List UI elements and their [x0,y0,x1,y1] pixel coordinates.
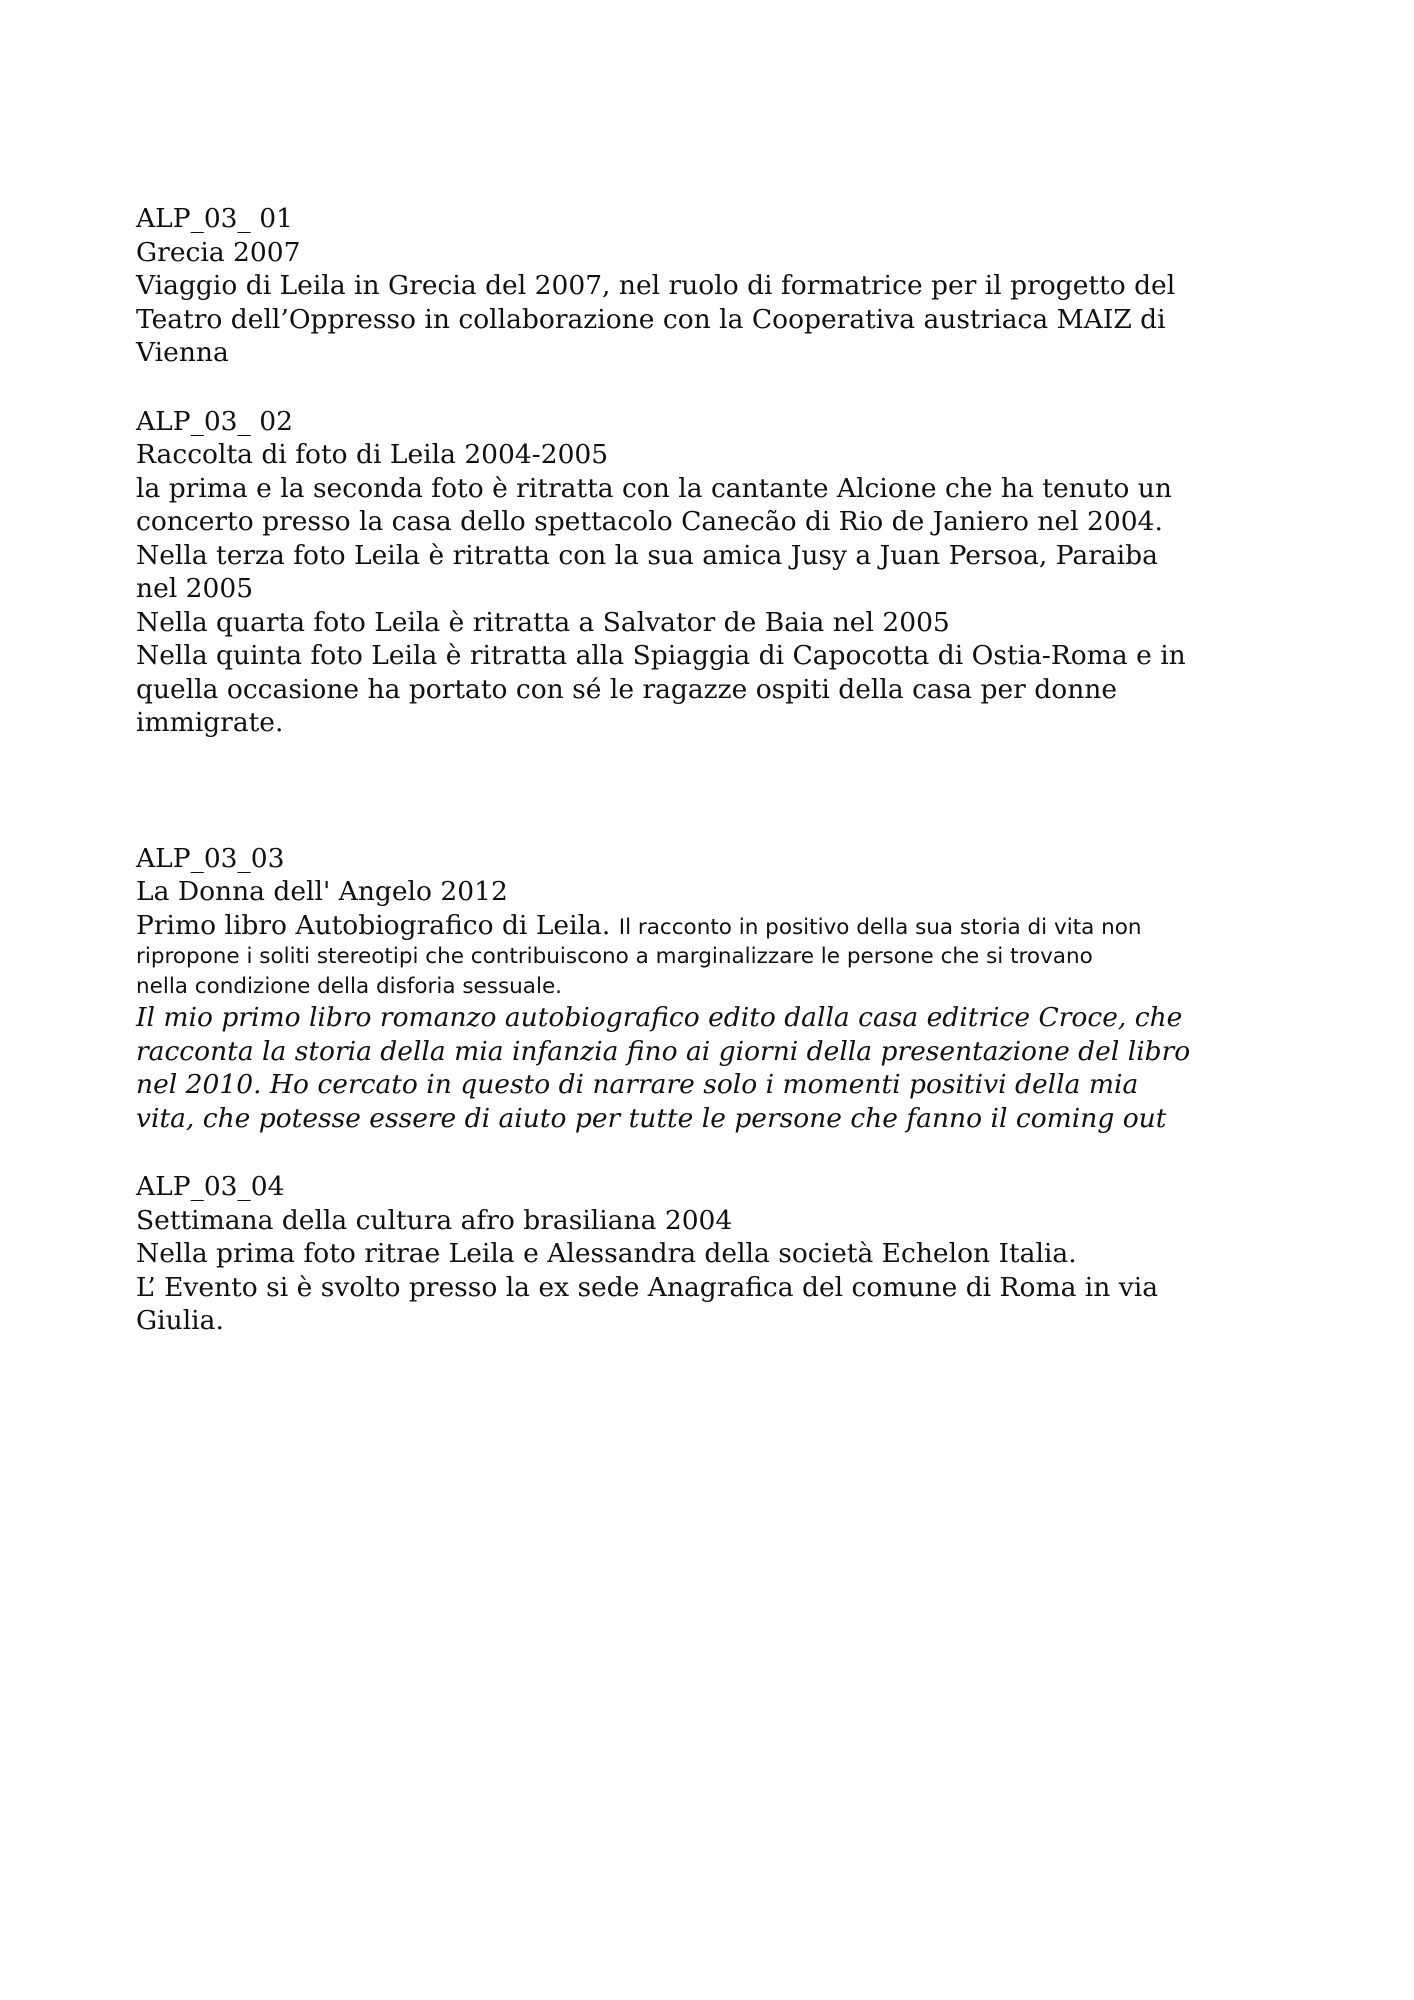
entry-line: Nella terza foto Leila è ritratta con la sua amica Jusy a Juan Persoa, Paraiba [136,539,1158,571]
spacer [136,740,1296,842]
entry-quote-line: racconta la storia della mia infanzia fino ai giorni della presentazione del libro [136,1035,1191,1067]
entry-line: quella occasione ha portato con sé le ragazze ospiti della casa per donne [136,673,1118,705]
entry-line: L’ Evento si è svolto presso la ex sede Anagrafica del comune di Roma in via [136,1271,1159,1303]
entry-intro-line [136,909,1296,943]
entry-code: ALP_03_04 [136,1171,285,1202]
entry-line: concerto presso la casa dello spettacolo Canecão di Rio de Janiero nel 2004. [136,506,1163,537]
entry-line: Giulia. [136,1305,224,1336]
entry-line: Nella prima foto ritrae Leila e Alessandra della società Echelon Italia. [136,1238,1077,1269]
entry-title: Grecia 2007 [136,236,301,268]
entry-intro-sans: nella condizione della disforia sessuale. [136,973,563,999]
entry-quote-line: Il mio primo libro romanzo autobiografico edito dalla casa editrice Croce, che [136,1002,1183,1033]
entry-title: La Donna dell' Angelo 2012 [136,876,508,907]
entry-code: ALP_03_ 02 [136,405,293,437]
entry-code: ALP_03_03 [136,842,285,874]
entry-title: Settimana della cultura afro brasiliana 2004 [136,1204,733,1236]
entry-alp-03-02 [136,405,1296,740]
entry-line: nel 2005 [136,573,254,604]
spacer [136,370,1296,405]
entry-intro: Primo libro Autobiografico di Leila. [136,909,611,941]
entry-code: ALP_03_ 01 [136,203,293,234]
entry-line: immigrate. [136,707,284,738]
document-body [136,202,1296,1338]
entry-alp-03-04 [136,1170,1296,1338]
entry-quote-line: nel 2010. Ho cercato in questo di narrare solo i momenti positivi della mia [136,1069,1139,1100]
entry-line: la prima e la seconda foto è ritratta con la cantante Alcione che ha tenuto un [136,472,1172,504]
entry-title: Raccolta di foto di Leila 2004-2005 [136,439,609,470]
entry-line: Teatro dell’Oppresso in collaborazione con la Cooperativa austriaca MAIZ di [136,303,1166,335]
entry-line: Nella quinta foto Leila è ritratta alla Spiaggia di Capocotta di Ostia-Roma e in [136,640,1186,671]
entry-line: Nella quarta foto Leila è ritratta a Salvator de Baia nel 2005 [136,606,950,638]
entry-line: Vienna [136,337,229,368]
entry-quote-line: vita, che potesse essere di aiuto per tutte le persone che fanno il coming out [136,1102,1167,1134]
entry-alp-03-01 [136,202,1296,370]
entry-alp-03-03 [136,842,1296,1136]
entry-intro-sans: Il racconto in positivo della sua storia di vita non [618,914,1142,940]
entry-intro-sans: ripropone i soliti stereotipi che contribuiscono a marginalizzare le persone che si trovano [136,944,1093,969]
entry-line: Viaggio di Leila in Grecia del 2007, nel ruolo di formatrice per il progetto del [136,270,1176,301]
spacer [136,1135,1296,1170]
